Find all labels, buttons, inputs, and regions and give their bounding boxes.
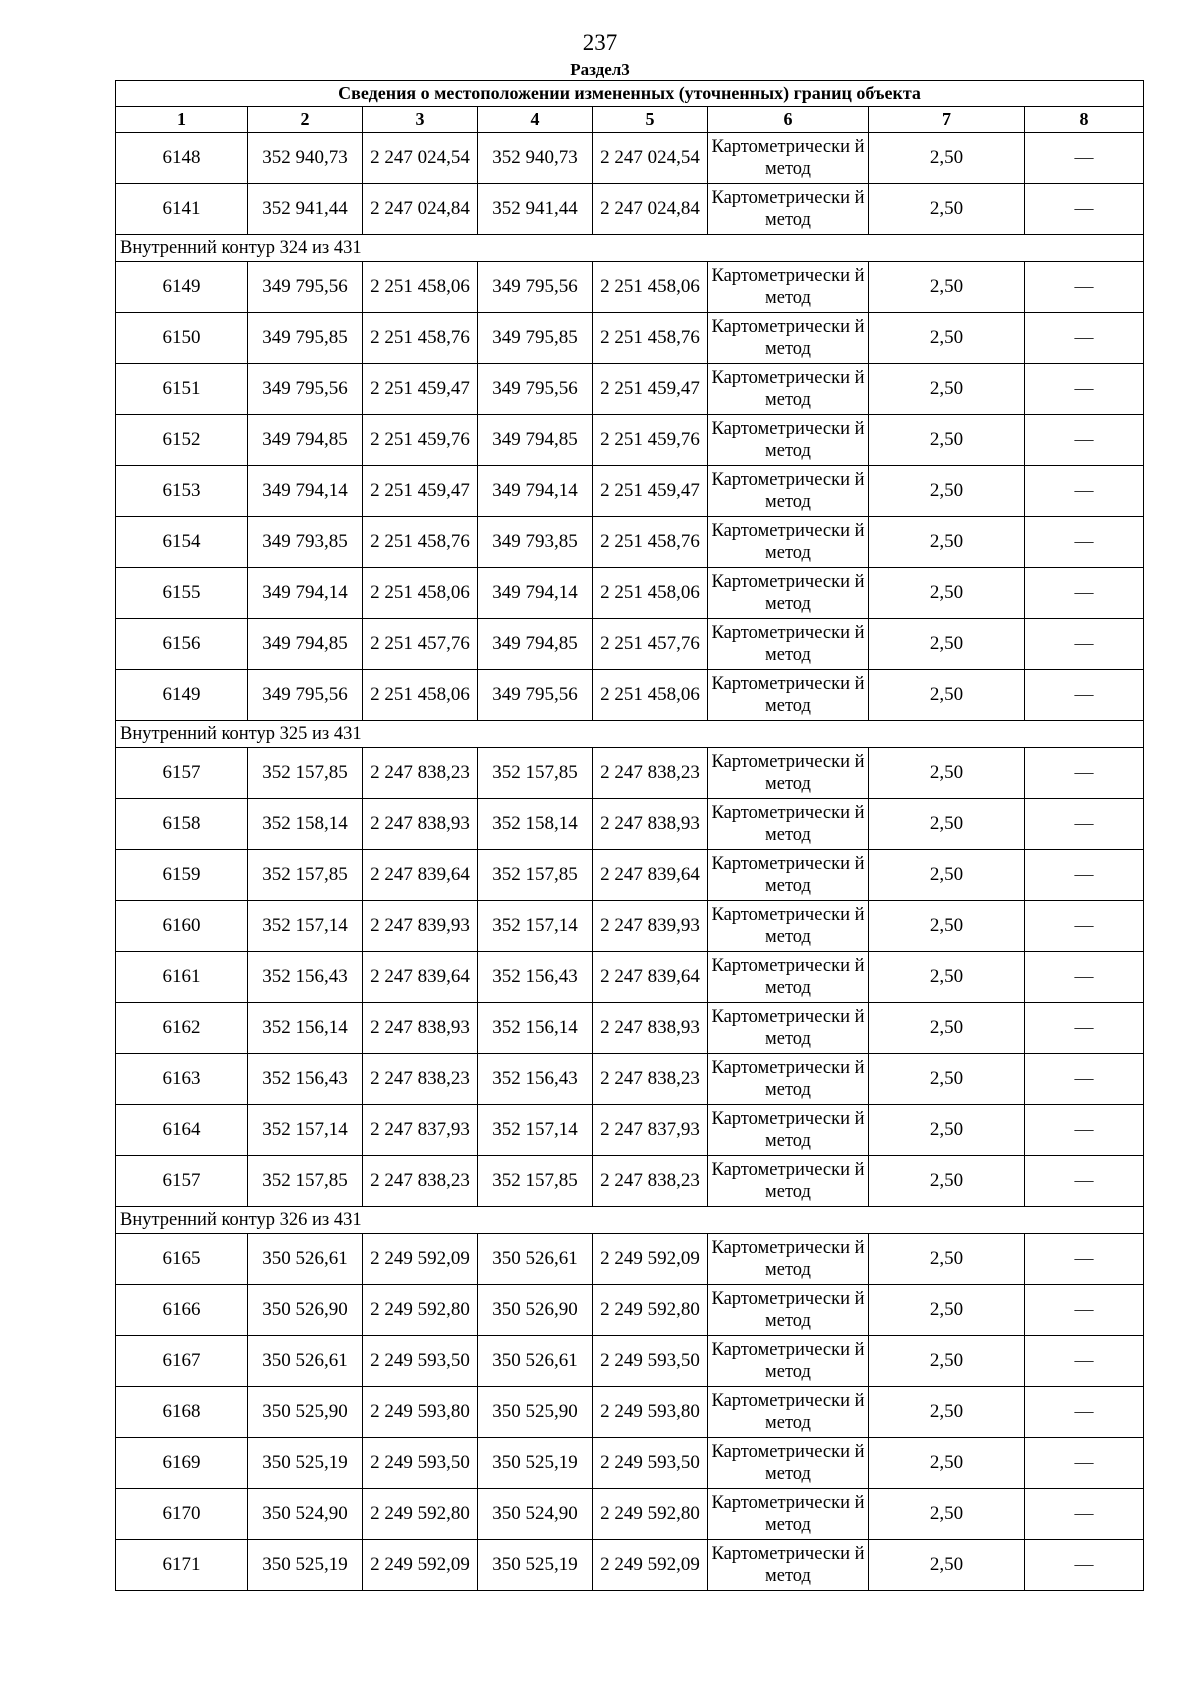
- x-new-cell: 349 795,56: [478, 670, 593, 721]
- point-number-cell: 6159: [116, 850, 248, 901]
- y-new-cell: 2 247 838,93: [593, 799, 708, 850]
- table-row: [116, 1234, 1144, 1285]
- x-old-cell: 352 157,14: [248, 1105, 363, 1156]
- method-cell: Картометрически й метод: [708, 799, 869, 850]
- y-old-cell: 2 247 838,23: [363, 1054, 478, 1105]
- accuracy-cell: 2,50: [869, 1003, 1025, 1054]
- description-cell: —: [1025, 568, 1144, 619]
- point-number-cell: 6154: [116, 517, 248, 568]
- x-new-cell: 349 795,85: [478, 313, 593, 364]
- x-new-cell: 352 157,14: [478, 1105, 593, 1156]
- column-number: 7: [869, 107, 1025, 133]
- x-new-cell: 352 941,44: [478, 184, 593, 235]
- point-number-cell: 6149: [116, 262, 248, 313]
- x-new-cell: 350 526,61: [478, 1234, 593, 1285]
- section-title: Раздел3: [570, 60, 630, 79]
- description-cell: —: [1025, 670, 1144, 721]
- x-new-cell: 352 157,85: [478, 850, 593, 901]
- accuracy-cell: 2,50: [869, 133, 1025, 184]
- y-new-cell: 2 247 838,93: [593, 1003, 708, 1054]
- description-cell: —: [1025, 1540, 1144, 1591]
- y-old-cell: 2 249 592,80: [363, 1285, 478, 1336]
- description-cell: —: [1025, 466, 1144, 517]
- x-old-cell: 352 157,85: [248, 850, 363, 901]
- table-row: [116, 850, 1144, 901]
- y-new-cell: 2 251 458,76: [593, 313, 708, 364]
- point-number-cell: 6166: [116, 1285, 248, 1336]
- x-new-cell: 350 526,61: [478, 1336, 593, 1387]
- method-cell: Картометрически й метод: [708, 901, 869, 952]
- point-number-cell: 6149: [116, 670, 248, 721]
- accuracy-cell: 2,50: [869, 1489, 1025, 1540]
- method-cell: Картометрически й метод: [708, 1234, 869, 1285]
- accuracy-cell: 2,50: [869, 364, 1025, 415]
- y-new-cell: 2 247 024,54: [593, 133, 708, 184]
- method-cell: Картометрически й метод: [708, 1105, 869, 1156]
- y-old-cell: 2 249 593,50: [363, 1438, 478, 1489]
- y-new-cell: 2 249 592,80: [593, 1285, 708, 1336]
- x-old-cell: 352 156,14: [248, 1003, 363, 1054]
- x-old-cell: 349 794,85: [248, 415, 363, 466]
- description-cell: —: [1025, 184, 1144, 235]
- table-row: [116, 1387, 1144, 1438]
- y-new-cell: 2 247 838,23: [593, 748, 708, 799]
- description-cell: —: [1025, 364, 1144, 415]
- method-cell: Картометрически й метод: [708, 415, 869, 466]
- point-number-cell: 6153: [116, 466, 248, 517]
- y-old-cell: 2 251 458,76: [363, 313, 478, 364]
- description-cell: —: [1025, 1003, 1144, 1054]
- description-cell: —: [1025, 517, 1144, 568]
- method-cell: Картометрически й метод: [708, 1387, 869, 1438]
- point-number-cell: 6163: [116, 1054, 248, 1105]
- table-row: [116, 184, 1144, 235]
- accuracy-cell: 2,50: [869, 1540, 1025, 1591]
- method-cell: Картометрически й метод: [708, 1285, 869, 1336]
- point-number-cell: 6165: [116, 1234, 248, 1285]
- description-cell: —: [1025, 313, 1144, 364]
- accuracy-cell: 2,50: [869, 670, 1025, 721]
- table-row: [116, 952, 1144, 1003]
- description-cell: —: [1025, 799, 1144, 850]
- column-number: 3: [363, 107, 478, 133]
- x-old-cell: 350 526,61: [248, 1234, 363, 1285]
- x-old-cell: 352 156,43: [248, 1054, 363, 1105]
- x-new-cell: 350 525,19: [478, 1540, 593, 1591]
- method-cell: Картометрически й метод: [708, 1540, 869, 1591]
- y-old-cell: 2 251 458,06: [363, 568, 478, 619]
- table-row: [116, 1489, 1144, 1540]
- x-old-cell: 352 157,85: [248, 1156, 363, 1207]
- table-row: [116, 364, 1144, 415]
- accuracy-cell: 2,50: [869, 313, 1025, 364]
- method-cell: Картометрически й метод: [708, 670, 869, 721]
- x-old-cell: 349 794,14: [248, 466, 363, 517]
- y-new-cell: 2 251 459,47: [593, 364, 708, 415]
- table-row: [116, 133, 1144, 184]
- description-cell: —: [1025, 1054, 1144, 1105]
- x-new-cell: 352 156,43: [478, 952, 593, 1003]
- point-number-cell: 6152: [116, 415, 248, 466]
- y-old-cell: 2 251 458,76: [363, 517, 478, 568]
- description-cell: —: [1025, 748, 1144, 799]
- accuracy-cell: 2,50: [869, 1054, 1025, 1105]
- method-cell: Картометрически й метод: [708, 1054, 869, 1105]
- method-cell: Картометрически й метод: [708, 364, 869, 415]
- table-row: [116, 1054, 1144, 1105]
- y-new-cell: 2 251 459,76: [593, 415, 708, 466]
- accuracy-cell: 2,50: [869, 799, 1025, 850]
- y-new-cell: 2 249 592,80: [593, 1489, 708, 1540]
- accuracy-cell: 2,50: [869, 619, 1025, 670]
- x-old-cell: 350 526,90: [248, 1285, 363, 1336]
- method-cell: Картометрически й метод: [708, 1003, 869, 1054]
- table-row: [116, 466, 1144, 517]
- x-old-cell: 349 795,85: [248, 313, 363, 364]
- method-cell: Картометрически й метод: [708, 952, 869, 1003]
- x-old-cell: 352 156,43: [248, 952, 363, 1003]
- y-old-cell: 2 249 593,80: [363, 1387, 478, 1438]
- description-cell: —: [1025, 262, 1144, 313]
- point-number-cell: 6160: [116, 901, 248, 952]
- y-new-cell: 2 249 592,09: [593, 1540, 708, 1591]
- table-row: [116, 619, 1144, 670]
- y-old-cell: 2 249 592,09: [363, 1234, 478, 1285]
- y-old-cell: 2 251 459,47: [363, 466, 478, 517]
- point-number-cell: 6155: [116, 568, 248, 619]
- table-row: [116, 1156, 1144, 1207]
- point-number-cell: 6162: [116, 1003, 248, 1054]
- x-new-cell: 349 795,56: [478, 262, 593, 313]
- description-cell: —: [1025, 1285, 1144, 1336]
- description-cell: —: [1025, 1438, 1144, 1489]
- table-row: [116, 1285, 1144, 1336]
- x-new-cell: 350 525,90: [478, 1387, 593, 1438]
- y-new-cell: 2 249 593,50: [593, 1336, 708, 1387]
- y-new-cell: 2 251 458,06: [593, 568, 708, 619]
- y-old-cell: 2 249 592,80: [363, 1489, 478, 1540]
- method-cell: Картометрически й метод: [708, 1336, 869, 1387]
- accuracy-cell: 2,50: [869, 748, 1025, 799]
- x-old-cell: 350 525,19: [248, 1438, 363, 1489]
- x-new-cell: 349 794,85: [478, 619, 593, 670]
- x-old-cell: 350 525,90: [248, 1387, 363, 1438]
- description-cell: —: [1025, 1105, 1144, 1156]
- table-row: [116, 670, 1144, 721]
- x-old-cell: 350 526,61: [248, 1336, 363, 1387]
- table-row: [116, 262, 1144, 313]
- method-cell: Картометрически й метод: [708, 184, 869, 235]
- y-old-cell: 2 251 458,06: [363, 670, 478, 721]
- y-old-cell: 2 247 837,93: [363, 1105, 478, 1156]
- y-old-cell: 2 247 839,64: [363, 850, 478, 901]
- column-number: 1: [116, 107, 248, 133]
- table-row: [116, 1105, 1144, 1156]
- table-row: [116, 568, 1144, 619]
- x-new-cell: 352 940,73: [478, 133, 593, 184]
- accuracy-cell: 2,50: [869, 1156, 1025, 1207]
- x-new-cell: 350 524,90: [478, 1489, 593, 1540]
- x-old-cell: 352 941,44: [248, 184, 363, 235]
- y-old-cell: 2 247 838,93: [363, 1003, 478, 1054]
- y-old-cell: 2 249 593,50: [363, 1336, 478, 1387]
- y-new-cell: 2 251 459,47: [593, 466, 708, 517]
- point-number-cell: 6148: [116, 133, 248, 184]
- point-number-cell: 6167: [116, 1336, 248, 1387]
- point-number-cell: 6151: [116, 364, 248, 415]
- method-cell: Картометрически й метод: [708, 1438, 869, 1489]
- method-cell: Картометрически й метод: [708, 1156, 869, 1207]
- description-cell: —: [1025, 1336, 1144, 1387]
- y-new-cell: 2 247 839,93: [593, 901, 708, 952]
- description-cell: —: [1025, 901, 1144, 952]
- table-caption: Сведения о местоположении измененных (уточненных) границ объекта: [116, 81, 1144, 107]
- point-number-cell: 6141: [116, 184, 248, 235]
- contour-label: Внутренний контур 324 из 431: [116, 235, 1144, 262]
- contour-row: [116, 235, 1144, 262]
- contour-label: Внутренний контур 326 из 431: [116, 1207, 1144, 1234]
- x-old-cell: 352 157,14: [248, 901, 363, 952]
- accuracy-cell: 2,50: [869, 1387, 1025, 1438]
- point-number-cell: 6169: [116, 1438, 248, 1489]
- method-cell: Картометрически й метод: [708, 262, 869, 313]
- point-number-cell: 6170: [116, 1489, 248, 1540]
- contour-row: [116, 721, 1144, 748]
- x-new-cell: 352 158,14: [478, 799, 593, 850]
- x-new-cell: 350 525,19: [478, 1438, 593, 1489]
- y-new-cell: 2 251 457,76: [593, 619, 708, 670]
- y-new-cell: 2 251 458,06: [593, 262, 708, 313]
- accuracy-cell: 2,50: [869, 901, 1025, 952]
- x-old-cell: 349 793,85: [248, 517, 363, 568]
- x-old-cell: 349 795,56: [248, 364, 363, 415]
- y-old-cell: 2 247 838,93: [363, 799, 478, 850]
- y-new-cell: 2 249 593,80: [593, 1387, 708, 1438]
- y-old-cell: 2 249 592,09: [363, 1540, 478, 1591]
- point-number-cell: 6168: [116, 1387, 248, 1438]
- table-row: [116, 517, 1144, 568]
- point-number-cell: 6161: [116, 952, 248, 1003]
- column-number: 6: [708, 107, 869, 133]
- y-new-cell: 2 251 458,76: [593, 517, 708, 568]
- point-number-cell: 6156: [116, 619, 248, 670]
- accuracy-cell: 2,50: [869, 262, 1025, 313]
- method-cell: Картометрически й метод: [708, 517, 869, 568]
- y-new-cell: 2 247 839,64: [593, 952, 708, 1003]
- y-old-cell: 2 251 458,06: [363, 262, 478, 313]
- x-old-cell: 349 795,56: [248, 262, 363, 313]
- description-cell: —: [1025, 1489, 1144, 1540]
- x-new-cell: 352 156,43: [478, 1054, 593, 1105]
- x-old-cell: 352 158,14: [248, 799, 363, 850]
- method-cell: Картометрически й метод: [708, 619, 869, 670]
- x-new-cell: 349 794,14: [478, 568, 593, 619]
- y-old-cell: 2 251 457,76: [363, 619, 478, 670]
- x-new-cell: 352 156,14: [478, 1003, 593, 1054]
- x-new-cell: 352 157,85: [478, 1156, 593, 1207]
- method-cell: Картометрически й метод: [708, 568, 869, 619]
- accuracy-cell: 2,50: [869, 466, 1025, 517]
- description-cell: —: [1025, 952, 1144, 1003]
- y-new-cell: 2 247 024,84: [593, 184, 708, 235]
- x-old-cell: 349 794,14: [248, 568, 363, 619]
- y-old-cell: 2 247 839,64: [363, 952, 478, 1003]
- accuracy-cell: 2,50: [869, 184, 1025, 235]
- point-number-cell: 6171: [116, 1540, 248, 1591]
- table-row: [116, 313, 1144, 364]
- method-cell: Картометрически й метод: [708, 466, 869, 517]
- x-old-cell: 350 525,19: [248, 1540, 363, 1591]
- table-row: [116, 1540, 1144, 1591]
- accuracy-cell: 2,50: [869, 1336, 1025, 1387]
- point-number-cell: 6158: [116, 799, 248, 850]
- description-cell: —: [1025, 619, 1144, 670]
- table-caption-row: [116, 81, 1144, 107]
- y-new-cell: 2 249 592,09: [593, 1234, 708, 1285]
- x-old-cell: 349 794,85: [248, 619, 363, 670]
- contour-label: Внутренний контур 325 из 431: [116, 721, 1144, 748]
- method-cell: Картометрически й метод: [708, 133, 869, 184]
- y-old-cell: 2 251 459,47: [363, 364, 478, 415]
- accuracy-cell: 2,50: [869, 1285, 1025, 1336]
- description-cell: —: [1025, 850, 1144, 901]
- y-old-cell: 2 251 459,76: [363, 415, 478, 466]
- accuracy-cell: 2,50: [869, 415, 1025, 466]
- x-new-cell: 349 794,14: [478, 466, 593, 517]
- x-new-cell: 352 157,14: [478, 901, 593, 952]
- table-row: [116, 901, 1144, 952]
- point-number-cell: 6150: [116, 313, 248, 364]
- x-new-cell: 352 157,85: [478, 748, 593, 799]
- x-old-cell: 350 524,90: [248, 1489, 363, 1540]
- x-new-cell: 349 794,85: [478, 415, 593, 466]
- y-old-cell: 2 247 024,84: [363, 184, 478, 235]
- method-cell: Картометрически й метод: [708, 850, 869, 901]
- y-new-cell: 2 247 838,23: [593, 1054, 708, 1105]
- y-new-cell: 2 247 839,64: [593, 850, 708, 901]
- method-cell: Картометрически й метод: [708, 748, 869, 799]
- description-cell: —: [1025, 1387, 1144, 1438]
- boundary-table: [115, 80, 1144, 1591]
- table-row: [116, 748, 1144, 799]
- column-number: 8: [1025, 107, 1144, 133]
- column-number: 4: [478, 107, 593, 133]
- column-number-row: [116, 107, 1144, 133]
- column-number: 5: [593, 107, 708, 133]
- y-new-cell: 2 251 458,06: [593, 670, 708, 721]
- accuracy-cell: 2,50: [869, 517, 1025, 568]
- accuracy-cell: 2,50: [869, 568, 1025, 619]
- method-cell: Картометрически й метод: [708, 313, 869, 364]
- column-number: 2: [248, 107, 363, 133]
- y-old-cell: 2 247 838,23: [363, 1156, 478, 1207]
- y-old-cell: 2 247 024,54: [363, 133, 478, 184]
- accuracy-cell: 2,50: [869, 952, 1025, 1003]
- description-cell: —: [1025, 133, 1144, 184]
- x-old-cell: 352 157,85: [248, 748, 363, 799]
- table-row: [116, 799, 1144, 850]
- table-body: [116, 133, 1144, 1591]
- page-number: 237: [582, 30, 618, 55]
- accuracy-cell: 2,50: [869, 1234, 1025, 1285]
- description-cell: —: [1025, 1156, 1144, 1207]
- y-new-cell: 2 247 837,93: [593, 1105, 708, 1156]
- description-cell: —: [1025, 415, 1144, 466]
- method-cell: Картометрически й метод: [708, 1489, 869, 1540]
- x-new-cell: 350 526,90: [478, 1285, 593, 1336]
- y-old-cell: 2 247 839,93: [363, 901, 478, 952]
- x-old-cell: 349 795,56: [248, 670, 363, 721]
- x-old-cell: 352 940,73: [248, 133, 363, 184]
- description-cell: —: [1025, 1234, 1144, 1285]
- y-new-cell: 2 247 838,23: [593, 1156, 708, 1207]
- table-row: [116, 415, 1144, 466]
- accuracy-cell: 2,50: [869, 1105, 1025, 1156]
- x-new-cell: 349 793,85: [478, 517, 593, 568]
- table-row: [116, 1003, 1144, 1054]
- y-new-cell: 2 249 593,50: [593, 1438, 708, 1489]
- x-new-cell: 349 795,56: [478, 364, 593, 415]
- accuracy-cell: 2,50: [869, 850, 1025, 901]
- contour-row: [116, 1207, 1144, 1234]
- point-number-cell: 6157: [116, 748, 248, 799]
- table-row: [116, 1438, 1144, 1489]
- accuracy-cell: 2,50: [869, 1438, 1025, 1489]
- table-row: [116, 1336, 1144, 1387]
- y-old-cell: 2 247 838,23: [363, 748, 478, 799]
- point-number-cell: 6157: [116, 1156, 248, 1207]
- point-number-cell: 6164: [116, 1105, 248, 1156]
